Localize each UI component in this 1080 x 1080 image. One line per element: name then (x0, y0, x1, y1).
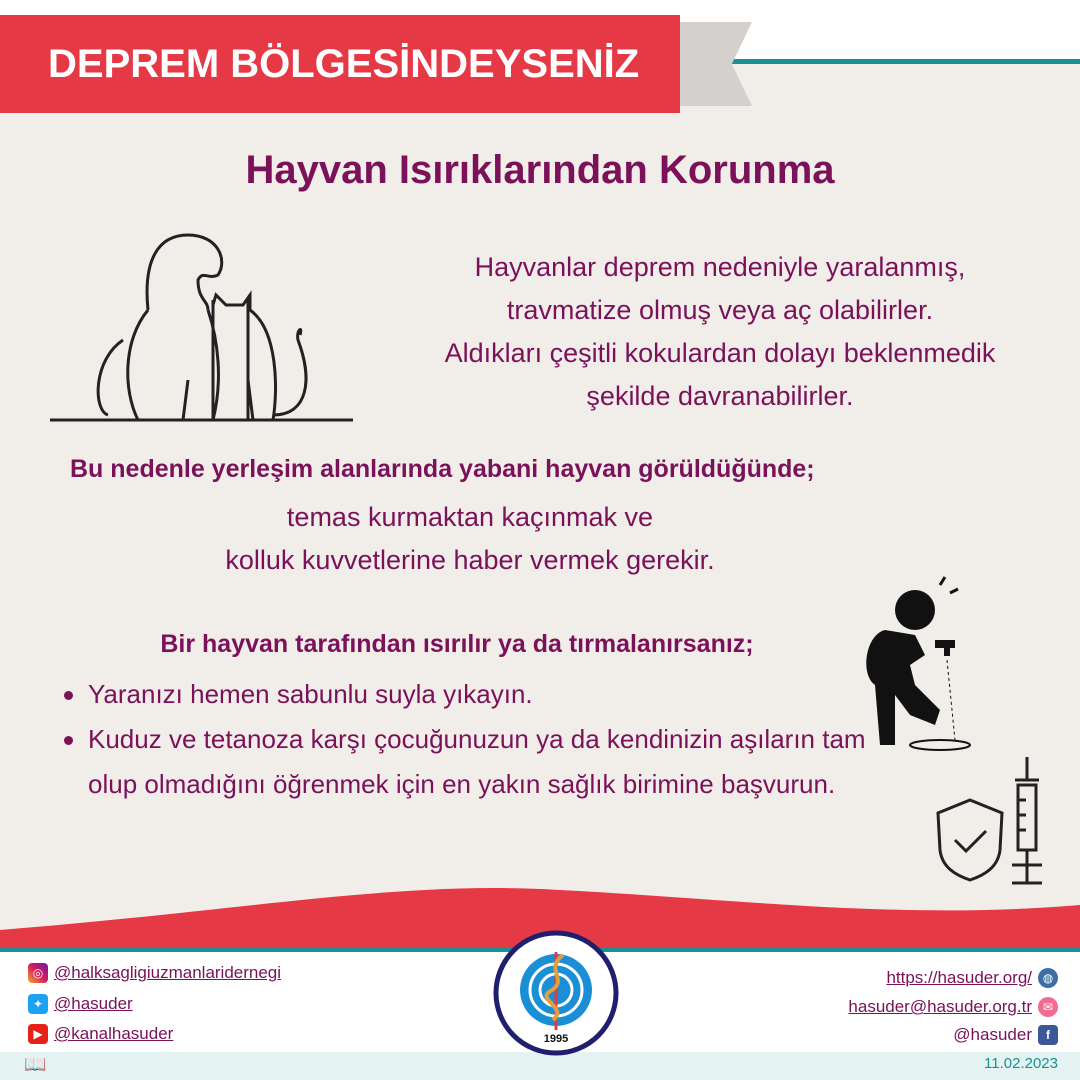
date: 11.02.2023 (984, 1055, 1058, 1072)
instagram-icon: ◎ (28, 963, 48, 983)
book-icon: 📖 (24, 1054, 47, 1074)
section1-heading: Bu nedenle yerleşim alanlarında yabani hayvan görüldüğünde; (70, 455, 815, 483)
twitter-link[interactable] (28, 994, 133, 1014)
ribbon-tail (680, 22, 752, 106)
intro-line: şekilde davranabilirler. (586, 381, 854, 411)
globe-icon: ◍ (1038, 968, 1058, 988)
website-link[interactable] (886, 968, 1058, 988)
mail-icon: ✉ (1038, 997, 1058, 1017)
facebook-link[interactable] (953, 1025, 1058, 1045)
twitter-handle[interactable]: @hasuder (54, 994, 133, 1013)
youtube-handle[interactable]: @kanalhasuder (54, 1024, 174, 1043)
advice-list (88, 672, 868, 807)
vaccine-shield-icon (930, 755, 1050, 890)
intro-line: Aldıkları çeşitli kokulardan dolayı beklenmedik (444, 338, 996, 368)
twitter-icon: ✦ (28, 994, 48, 1014)
intro-text (410, 246, 1030, 418)
intro-line: travmatize olmuş veya aç olabilirler. (506, 295, 934, 325)
section1-text (0, 496, 940, 582)
youtube-icon: ▶ (28, 1024, 48, 1044)
section1-line: kolluk kuvvetlerine haber vermek gerekir. (225, 545, 715, 575)
section1-line: temas kurmaktan kaçınmak ve (286, 502, 654, 532)
page-title: Hayvan Isırıklarından Korunma (245, 148, 835, 192)
section2-heading: Bir hayvan tarafından ısırılır ya da tırmalanırsanız; (160, 630, 754, 658)
dog-cat-illustration (48, 230, 358, 425)
list-item: Kuduz ve tetanoza karşı çocuğunuzun ya da kendinizin aşıların tam olup olmadığını öğrenmek için en yakın sağlık birimine başvurun. (88, 717, 868, 807)
website-url[interactable]: https://hasuder.org/ (886, 968, 1032, 987)
header-banner: DEPREM BÖLGESİNDEYSENİZ (0, 15, 680, 113)
footer-bottom-bar (0, 1052, 1080, 1080)
list-item: Yaranızı hemen sabunlu suyla yıkayın. (88, 672, 868, 717)
teal-line (680, 59, 1080, 64)
email-address[interactable]: hasuder@hasuder.org.tr (848, 997, 1032, 1016)
youtube-link[interactable] (28, 1024, 173, 1044)
logo-year: 1995 (543, 1033, 569, 1045)
instagram-link[interactable] (28, 963, 281, 983)
person-washing-icon (855, 575, 975, 755)
hasuder-logo (493, 930, 619, 1056)
intro-line: Hayvanlar deprem nedeniyle yaralanmış, (474, 252, 966, 282)
facebook-icon: f (1038, 1025, 1058, 1045)
email-link[interactable] (848, 997, 1058, 1017)
instagram-handle[interactable]: @halksagligiuzmanlaridernegi (54, 963, 282, 982)
facebook-handle: @hasuder (953, 1025, 1032, 1044)
